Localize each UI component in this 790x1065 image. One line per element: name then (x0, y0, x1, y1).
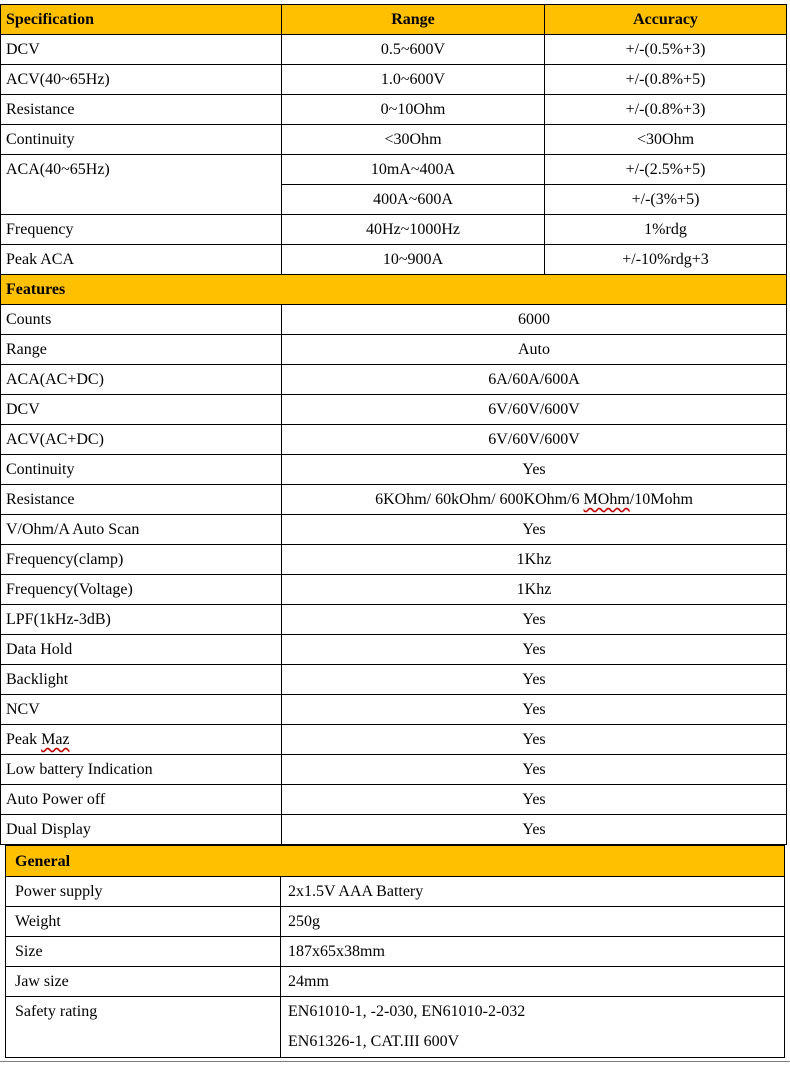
feature-value: Yes (282, 785, 787, 815)
features-header-row (1, 275, 787, 305)
spec-header-range: Range (282, 5, 545, 35)
general-name: Jaw size (6, 967, 281, 997)
feature-name: Data Hold (1, 635, 282, 665)
value-part: /10Mohm (629, 491, 693, 508)
feature-name: DCV (1, 395, 282, 425)
feature-value: Yes (282, 695, 787, 725)
general-name: Weight (6, 907, 281, 937)
general-name: Size (6, 937, 281, 967)
spec-range: 10~900A (282, 245, 545, 275)
feature-value: Yes (282, 815, 787, 845)
feature-value (282, 485, 787, 515)
spec-name: ACA(40~65Hz) (1, 155, 282, 215)
feature-name: ACA(AC+DC) (1, 365, 282, 395)
feature-value: Yes (282, 515, 787, 545)
specification-table (0, 4, 787, 845)
feature-value: Auto (282, 335, 787, 365)
feature-name (1, 725, 282, 755)
feature-value: 6V/60V/600V (282, 425, 787, 455)
table-row (6, 937, 785, 967)
table-row (1, 755, 787, 785)
spec-range: 40Hz~1000Hz (282, 215, 545, 245)
feature-value: Yes (282, 605, 787, 635)
table-row (1, 635, 787, 665)
table-row (6, 907, 785, 937)
feature-name: Continuity (1, 455, 282, 485)
spec-range: 1.0~600V (282, 65, 545, 95)
table-row (1, 575, 787, 605)
general-table (5, 845, 785, 1058)
feature-name: V/Ohm/A Auto Scan (1, 515, 282, 545)
spec-name: DCV (1, 35, 282, 65)
table-row (1, 305, 787, 335)
feature-name: Low battery Indication (1, 755, 282, 785)
general-name: Power supply (6, 877, 281, 907)
spec-accuracy: 1%rdg (545, 215, 787, 245)
spec-accuracy: +/-10%rdg+3 (545, 245, 787, 275)
feature-name: ACV(AC+DC) (1, 425, 282, 455)
spec-range: <30Ohm (282, 125, 545, 155)
spec-range: 400A~600A (282, 185, 545, 215)
feature-name: Frequency(clamp) (1, 545, 282, 575)
table-row (1, 545, 787, 575)
table-row (1, 485, 787, 515)
table-row (1, 665, 787, 695)
table-row (1, 245, 787, 275)
table-row (1, 785, 787, 815)
table-row (1, 95, 787, 125)
feature-name: Counts (1, 305, 282, 335)
name-part: Peak (6, 731, 42, 748)
feature-name: NCV (1, 695, 282, 725)
spec-accuracy: +/-(0.5%+3) (545, 35, 787, 65)
spec-name: ACV(40~65Hz) (1, 65, 282, 95)
spec-accuracy: +/-(0.8%+5) (545, 65, 787, 95)
general-value: 250g (281, 907, 785, 937)
features-header: Features (1, 275, 787, 305)
spec-name: Resistance (1, 95, 282, 125)
general-name: Safety rating (6, 997, 281, 1058)
spec-name: Continuity (1, 125, 282, 155)
table-row (1, 695, 787, 725)
table-row (1, 605, 787, 635)
spec-accuracy: +/-(3%+5) (545, 185, 787, 215)
feature-value: Yes (282, 635, 787, 665)
table-row (6, 877, 785, 907)
table-row (6, 997, 785, 1058)
feature-value: 6000 (282, 305, 787, 335)
feature-value: Yes (282, 455, 787, 485)
spec-name: Frequency (1, 215, 282, 245)
feature-value: 6V/60V/600V (282, 395, 787, 425)
feature-name: Backlight (1, 665, 282, 695)
feature-name: LPF(1kHz-3dB) (1, 605, 282, 635)
spellcheck-word: MOhm (583, 491, 630, 508)
general-value: 24mm (281, 967, 785, 997)
spec-accuracy: +/-(2.5%+5) (545, 155, 787, 185)
spec-header-specification: Specification (1, 5, 282, 35)
table-row (1, 335, 787, 365)
spec-accuracy: +/-(0.8%+3) (545, 95, 787, 125)
feature-name: Frequency(Voltage) (1, 575, 282, 605)
table-row (1, 155, 787, 185)
general-value (281, 997, 785, 1058)
table-row (1, 365, 787, 395)
feature-value: Yes (282, 755, 787, 785)
feature-name: Resistance (1, 485, 282, 515)
feature-value: 1Khz (282, 575, 787, 605)
spec-range: 0~10Ohm (282, 95, 545, 125)
table-row (1, 65, 787, 95)
table-row (1, 125, 787, 155)
general-header: General (6, 846, 785, 877)
page-bottom-rule (0, 1061, 790, 1062)
feature-value: 6A/60A/600A (282, 365, 787, 395)
spec-name: Peak ACA (1, 245, 282, 275)
feature-name: Range (1, 335, 282, 365)
table-row (1, 455, 787, 485)
table-row (1, 395, 787, 425)
spec-range: 0.5~600V (282, 35, 545, 65)
table-row (1, 35, 787, 65)
spec-accuracy: <30Ohm (545, 125, 787, 155)
feature-value: Yes (282, 665, 787, 695)
spellcheck-word: Maz (41, 731, 70, 748)
table-row (1, 425, 787, 455)
value-line: EN61010-1, -2-030, EN61010-2-032 (288, 1003, 526, 1020)
table-row (1, 215, 787, 245)
feature-name: Auto Power off (1, 785, 282, 815)
spec-header-accuracy: Accuracy (545, 5, 787, 35)
general-value: 187x65x38mm (281, 937, 785, 967)
table-row (6, 967, 785, 997)
value-line: EN61326-1, CAT.III 600V (288, 1033, 460, 1050)
table-row (1, 815, 787, 845)
table-row (1, 725, 787, 755)
spec-range: 10mA~400A (282, 155, 545, 185)
feature-value: 1Khz (282, 545, 787, 575)
table-row (1, 515, 787, 545)
value-part: 6KOhm/ 60kOhm/ 600KOhm/6 (375, 491, 584, 508)
general-header-row (6, 846, 785, 877)
spec-header-row (1, 5, 787, 35)
feature-value: Yes (282, 725, 787, 755)
general-value: 2x1.5V AAA Battery (281, 877, 785, 907)
feature-name: Dual Display (1, 815, 282, 845)
